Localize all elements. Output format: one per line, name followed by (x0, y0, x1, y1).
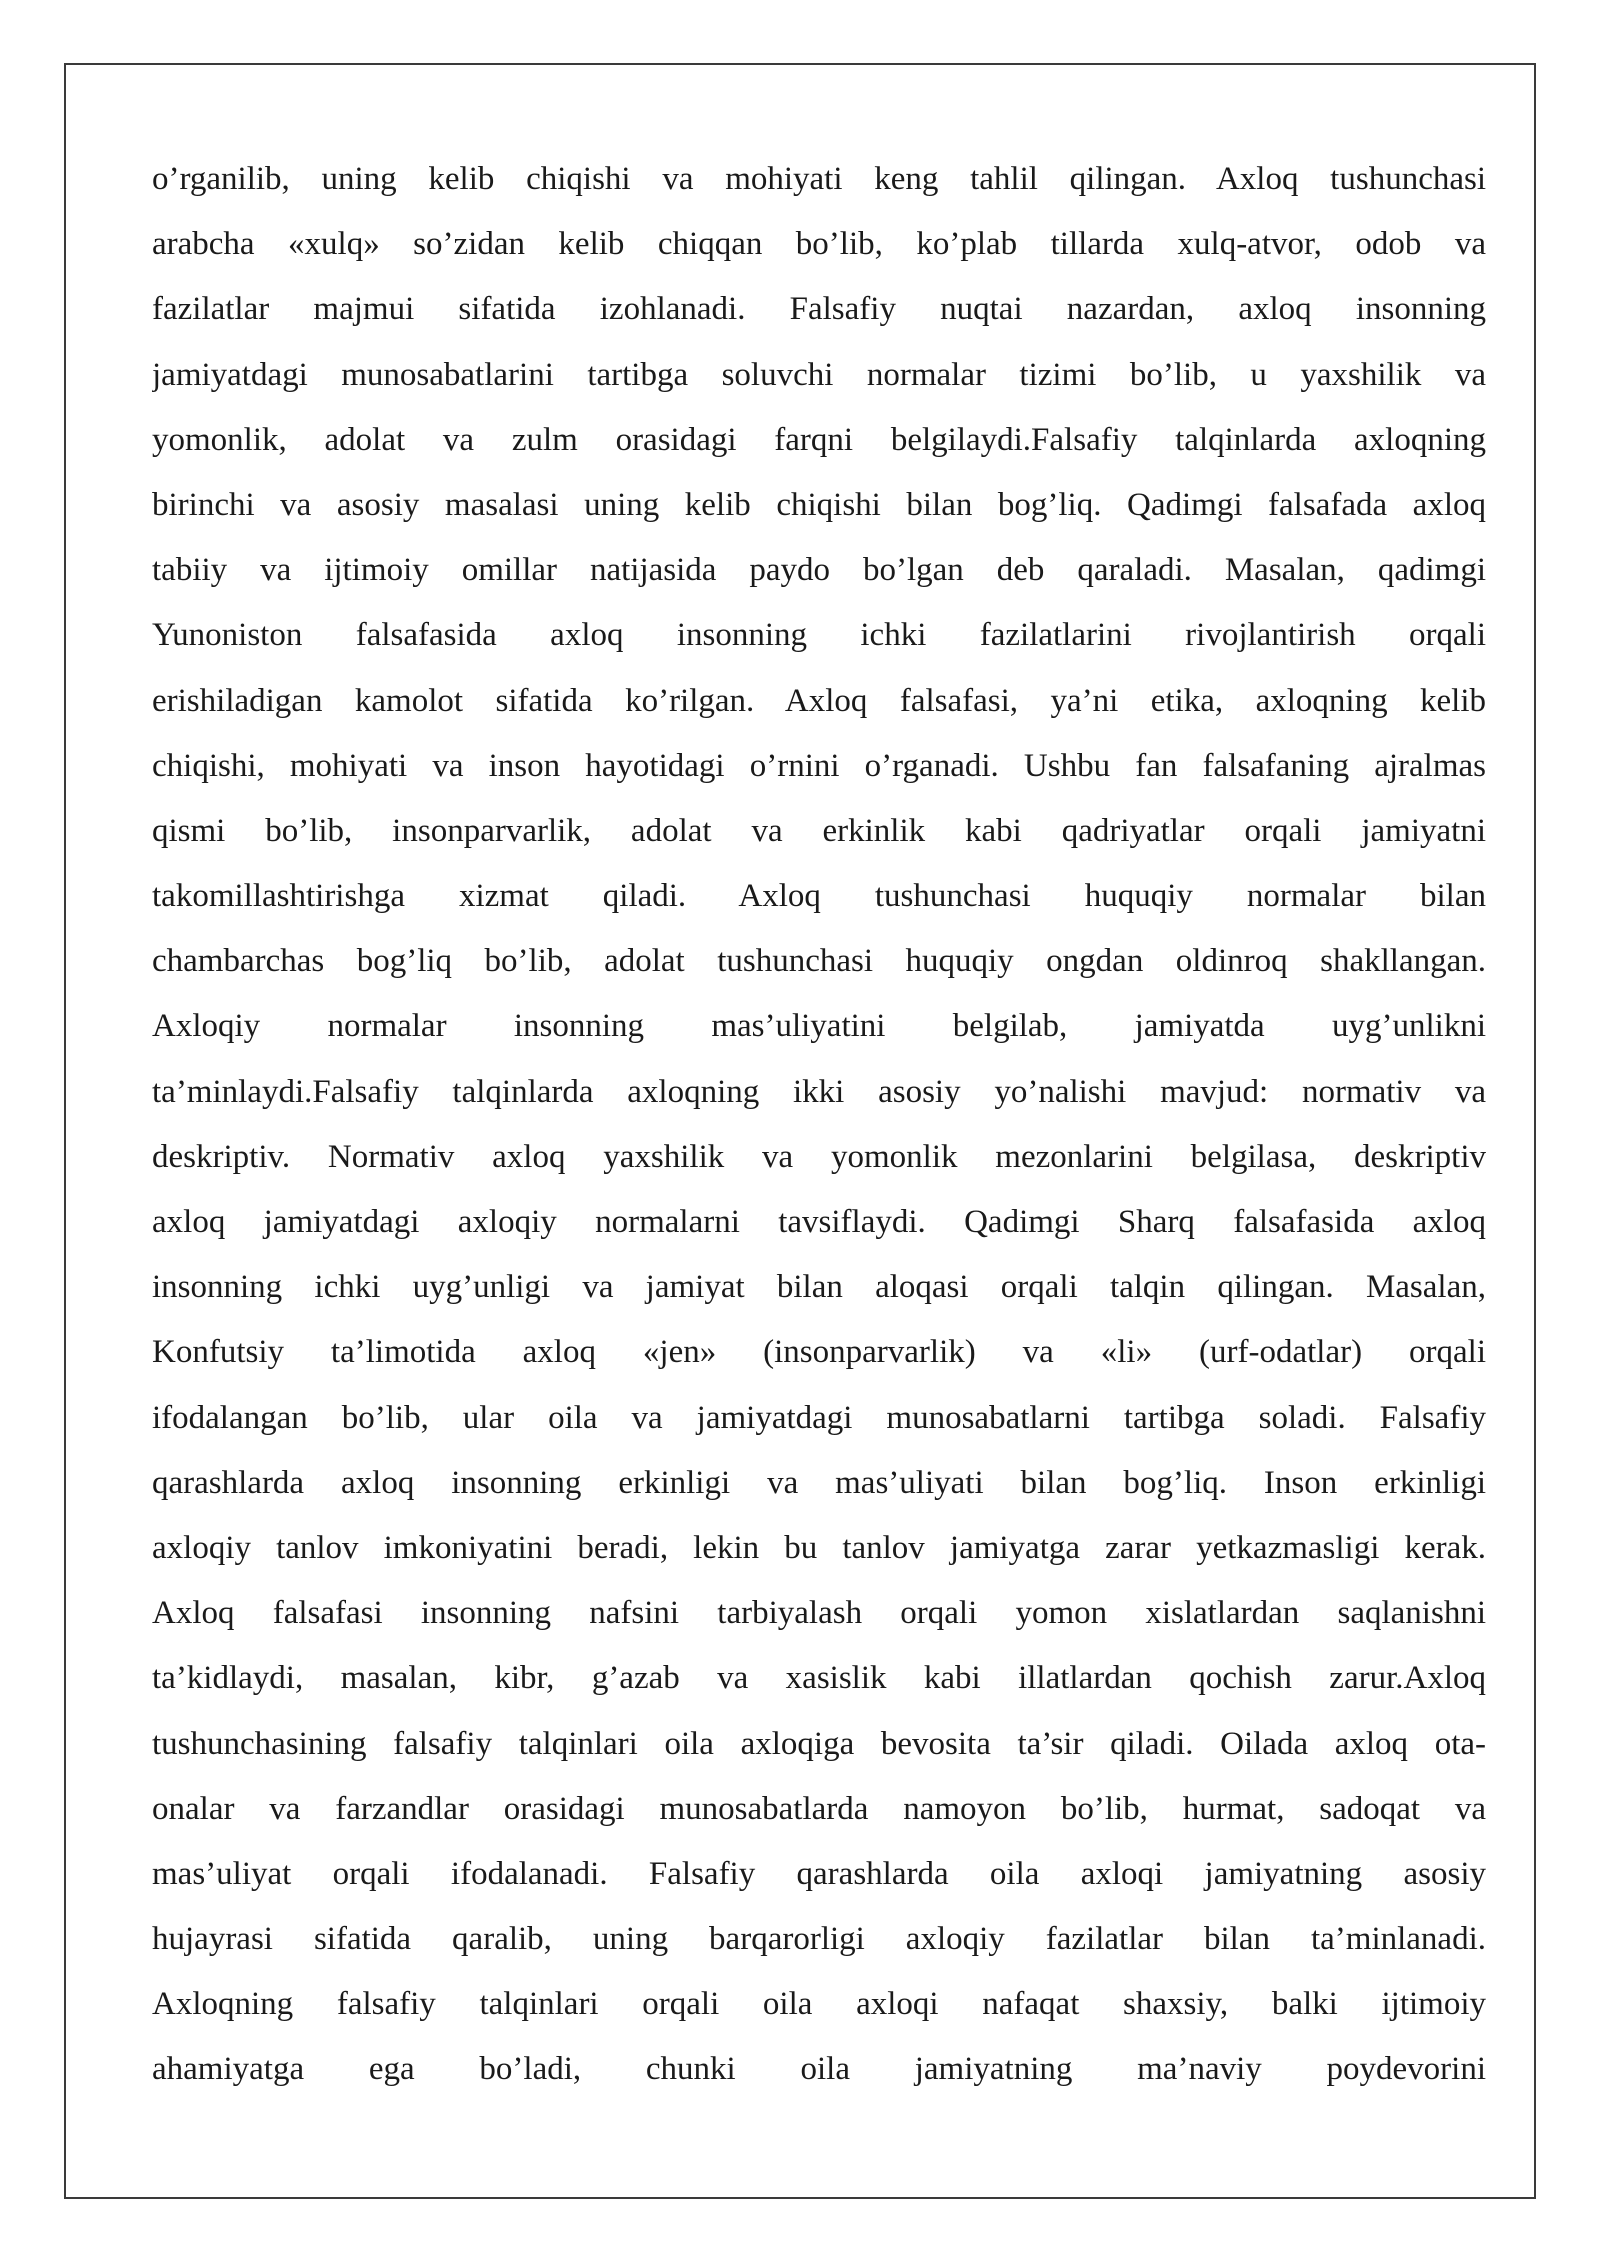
text-line: axloq jamiyatdagi axloqiy normalarni tavsiflaydi. Qadimgi Sharq falsafasida axloq (152, 1204, 1486, 1240)
text-line: ahamiyatga ega bo’ladi, chunki oila jamiyatning ma’naviy poydevorini (152, 2051, 1486, 2088)
text-line: takomillashtirishga xizmat qiladi. Axloq tushunchasi huquqiy normalar bilan (152, 878, 1486, 915)
text-line: qarashlarda axloq insonning erkinligi va mas’uliyati bilan bog’liq. Inson erkinligi (152, 1464, 1486, 1501)
text-line: Yunoniston falsafasida axloq insonning ichki fazilatlarini rivojlantirish orqali (152, 617, 1486, 654)
text-line: chiqishi, mohiyati va inson hayotidagi o’rnini o’rganadi. Ushbu fan falsafaning ajralmas (152, 747, 1486, 784)
text-line: ta’minlaydi.Falsafiy talqinlarda axloqning ikki asosiy yo’nalishi mavjud: normativ va (152, 1073, 1486, 1110)
text-line: tushunchasining falsafiy talqinlari oila axloqiga bevosita ta’sir qiladi. Oilada axloq ota- (152, 1725, 1486, 1762)
body-text (152, 147, 1486, 2103)
text-line: Axloqning falsafiy talqinlari orqali oila axloqi nafaqat shaxsiy, balki ijtimoiy (152, 1986, 1486, 2023)
text-line: mas’uliyat orqali ifodalanadi. Falsafiy qarashlarda oila axloqi jamiyatning asosiy (152, 1855, 1486, 1892)
text-line: jamiyatdagi munosabatlarini tartibga soluvchi normalar tizimi bo’lib, u yaxshilik va (152, 356, 1486, 393)
text-line: deskriptiv. Normativ axloq yaxshilik va yomonlik mezonlarini belgilasa, deskriptiv (152, 1138, 1486, 1175)
text-line: qismi bo’lib, insonparvarlik, adolat va erkinlik kabi qadriyatlar orqali jamiyatni (152, 812, 1486, 849)
text-line: chambarchas bog’liq bo’lib, adolat tushunchasi huquqiy ongdan oldinroq shakllangan. (152, 943, 1486, 980)
text-line: fazilatlar majmui sifatida izohlanadi. Falsafiy nuqtai nazardan, axloq insonning (152, 291, 1486, 328)
text-line: yomonlik, adolat va zulm orasidagi farqni belgilaydi.Falsafiy talqinlarda axloqning (152, 421, 1486, 458)
text-line: Konfutsiy ta’limotida axloq «jen» (insonparvarlik) va «li» (urf-odatlar) orqali (152, 1334, 1486, 1371)
text-line: ta’kidlaydi, masalan, kibr, g’azab va xasislik kabi illatlardan qochish zarur.Axloq (152, 1660, 1486, 1697)
text-line: erishiladigan kamolot sifatida ko’rilgan. Axloq falsafasi, ya’ni etika, axloqning kelib (152, 682, 1486, 719)
text-line: tabiiy va ijtimoiy omillar natijasida paydo bo’lgan deb qaraladi. Masalan, qadimgi (152, 552, 1486, 589)
text-line: Axloqiy normalar insonning mas’uliyatini belgilab, jamiyatda uyg’unlikni (152, 1008, 1486, 1045)
text-line: insonning ichki uyg’unligi va jamiyat bilan aloqasi orqali talqin qilingan. Masalan, (152, 1269, 1486, 1306)
text-line: arabcha «xulq» so’zidan kelib chiqqan bo’lib, ko’plab tillarda xulq-atvor, odob va (152, 226, 1486, 263)
text-line: o’rganilib, uning kelib chiqishi va mohiyati keng tahlil qilingan. Axloq tushunchasi (152, 161, 1486, 197)
text-line: axloqiy tanlov imkoniyatini beradi, lekin bu tanlov jamiyatga zarar yetkazmasligi kerak. (152, 1529, 1486, 1566)
text-line: birinchi va asosiy masalasi uning kelib chiqishi bilan bog’liq. Qadimgi falsafada axloq (152, 486, 1486, 523)
text-line: ifodalangan bo’lib, ular oila va jamiyatdagi munosabatlarni tartibga soladi. Falsafiy (152, 1399, 1486, 1436)
text-line: hujayrasi sifatida qaralib, uning barqarorligi axloqiy fazilatlar bilan ta’minlanadi. (152, 1921, 1486, 1958)
text-line: Axloq falsafasi insonning nafsini tarbiyalash orqali yomon xislatlardan saqlanishni (152, 1595, 1486, 1632)
text-line: onalar va farzandlar orasidagi munosabatlarda namoyon bo’lib, hurmat, sadoqat va (152, 1790, 1486, 1827)
